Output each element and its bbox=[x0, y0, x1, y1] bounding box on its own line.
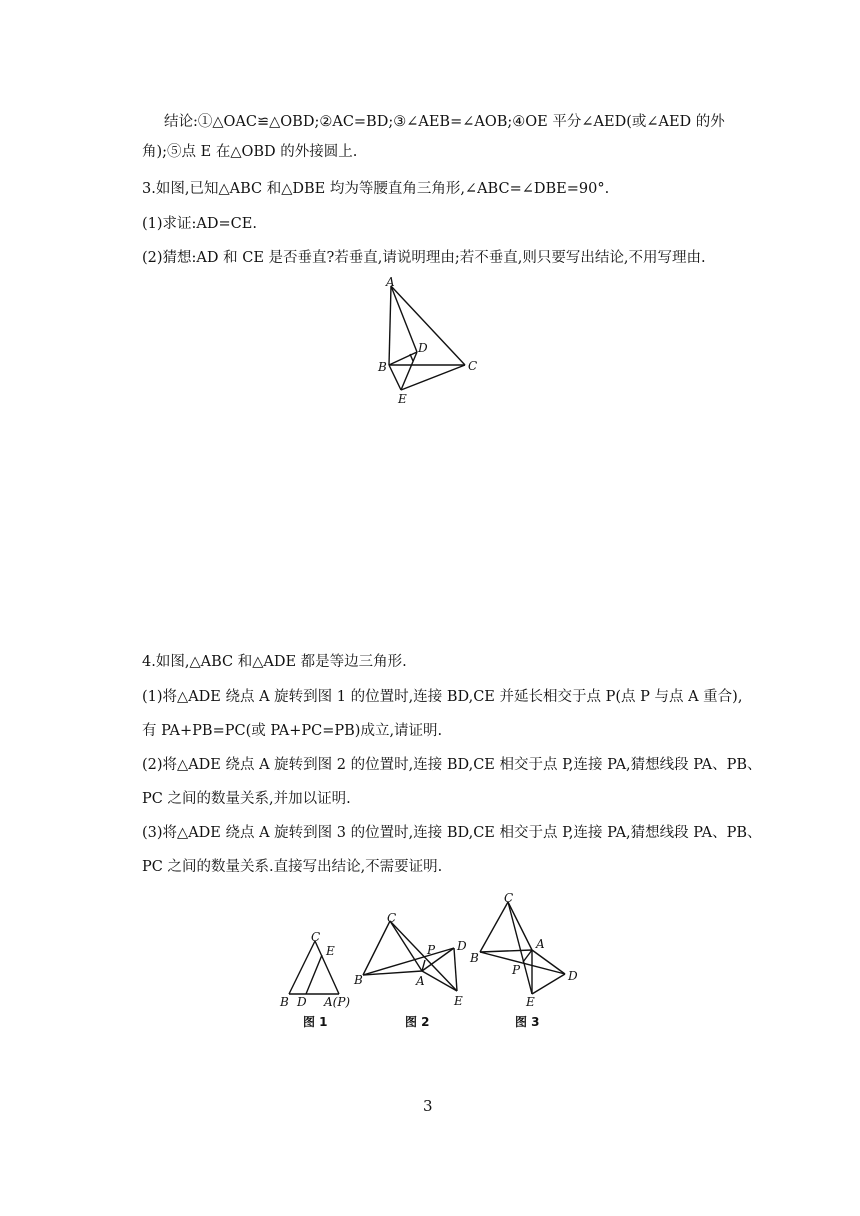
problem-3-figure bbox=[370, 272, 490, 412]
fig2-label-A: A bbox=[416, 974, 425, 988]
problem-3-part-2: (2)猜想:AD 和 CE 是否垂直?若垂直,请说明理由;若不垂直,则只要写出结论,不用写理由. bbox=[142, 250, 706, 266]
fig3-caption: 图 3 bbox=[515, 1015, 540, 1029]
fig1-label-E: E bbox=[326, 944, 335, 958]
fig3-label-E: E bbox=[526, 995, 535, 1009]
fig1-label-C: C bbox=[311, 930, 321, 944]
fig2-caption: 图 2 bbox=[405, 1015, 430, 1029]
problem-4-stem: 4.如图,△ABC 和△ADE 都是等边三角形. bbox=[142, 654, 407, 670]
fig1-label-AP: A(P) bbox=[324, 995, 351, 1009]
fig2-label-E: E bbox=[454, 994, 463, 1008]
label-B: B bbox=[378, 360, 387, 374]
figure-3 bbox=[480, 902, 565, 994]
problem-3-stem: 3.如图,已知△ABC 和△DBE 均为等腰直角三角形,∠ABC=∠DBE=90°. bbox=[142, 181, 610, 197]
problem-4-figures bbox=[270, 880, 600, 1040]
fig2-label-C: C bbox=[387, 911, 397, 925]
figure-2 bbox=[363, 921, 457, 991]
fig3-label-P: P bbox=[512, 963, 521, 977]
fig3-label-A: A bbox=[536, 937, 545, 951]
label-D: D bbox=[418, 341, 428, 355]
fig2-label-D: D bbox=[457, 939, 467, 953]
problem-4-part-2-line-1: (2)将△ADE 绕点 A 旋转到图 2 的位置时,连接 BD,CE 相交于点 P,连接 PA,猜想线段 PA、PB、 bbox=[142, 757, 762, 773]
problem-3-part-1: (1)求证:AD=CE. bbox=[142, 216, 257, 232]
fig3-label-D: D bbox=[568, 969, 578, 983]
fig2-label-P: P bbox=[427, 943, 436, 957]
fig3-label-B: B bbox=[470, 951, 479, 965]
problem-4-part-3-line-1: (3)将△ADE 绕点 A 旋转到图 3 的位置时,连接 BD,CE 相交于点 P,连接 PA,猜想线段 PA、PB、 bbox=[142, 825, 762, 841]
fig2-label-B: B bbox=[354, 973, 363, 987]
fig3-label-C: C bbox=[504, 891, 514, 905]
fig1-label-D: D bbox=[297, 995, 307, 1009]
page-number: 3 bbox=[423, 1097, 433, 1115]
problem-4-part-2-line-2: PC 之间的数量关系,并加以证明. bbox=[142, 791, 351, 807]
problem-4-part-3-line-2: PC 之间的数量关系.直接写出结论,不需要证明. bbox=[142, 859, 443, 875]
problem-4-part-1-line-1: (1)将△ADE 绕点 A 旋转到图 1 的位置时,连接 BD,CE 并延长相交于点 P(点 P 与点 A 重合), bbox=[142, 689, 743, 705]
fig1-label-B: B bbox=[280, 995, 289, 1009]
conclusion-line-1: 结论:①△OAC≌△OBD;②AC=BD;③∠AEB=∠AOB;④OE 平分∠AED(或∠AED 的外 bbox=[164, 114, 725, 130]
problem-4-part-1-line-2: 有 PA+PB=PC(或 PA+PC=PB)成立,请证明. bbox=[142, 723, 443, 739]
label-E: E bbox=[398, 392, 407, 406]
label-A: A bbox=[386, 275, 395, 289]
conclusion-line-2: 角);⑤点 E 在△OBD 的外接圆上. bbox=[142, 144, 358, 160]
fig1-caption: 图 1 bbox=[303, 1015, 328, 1029]
label-C: C bbox=[468, 359, 478, 373]
